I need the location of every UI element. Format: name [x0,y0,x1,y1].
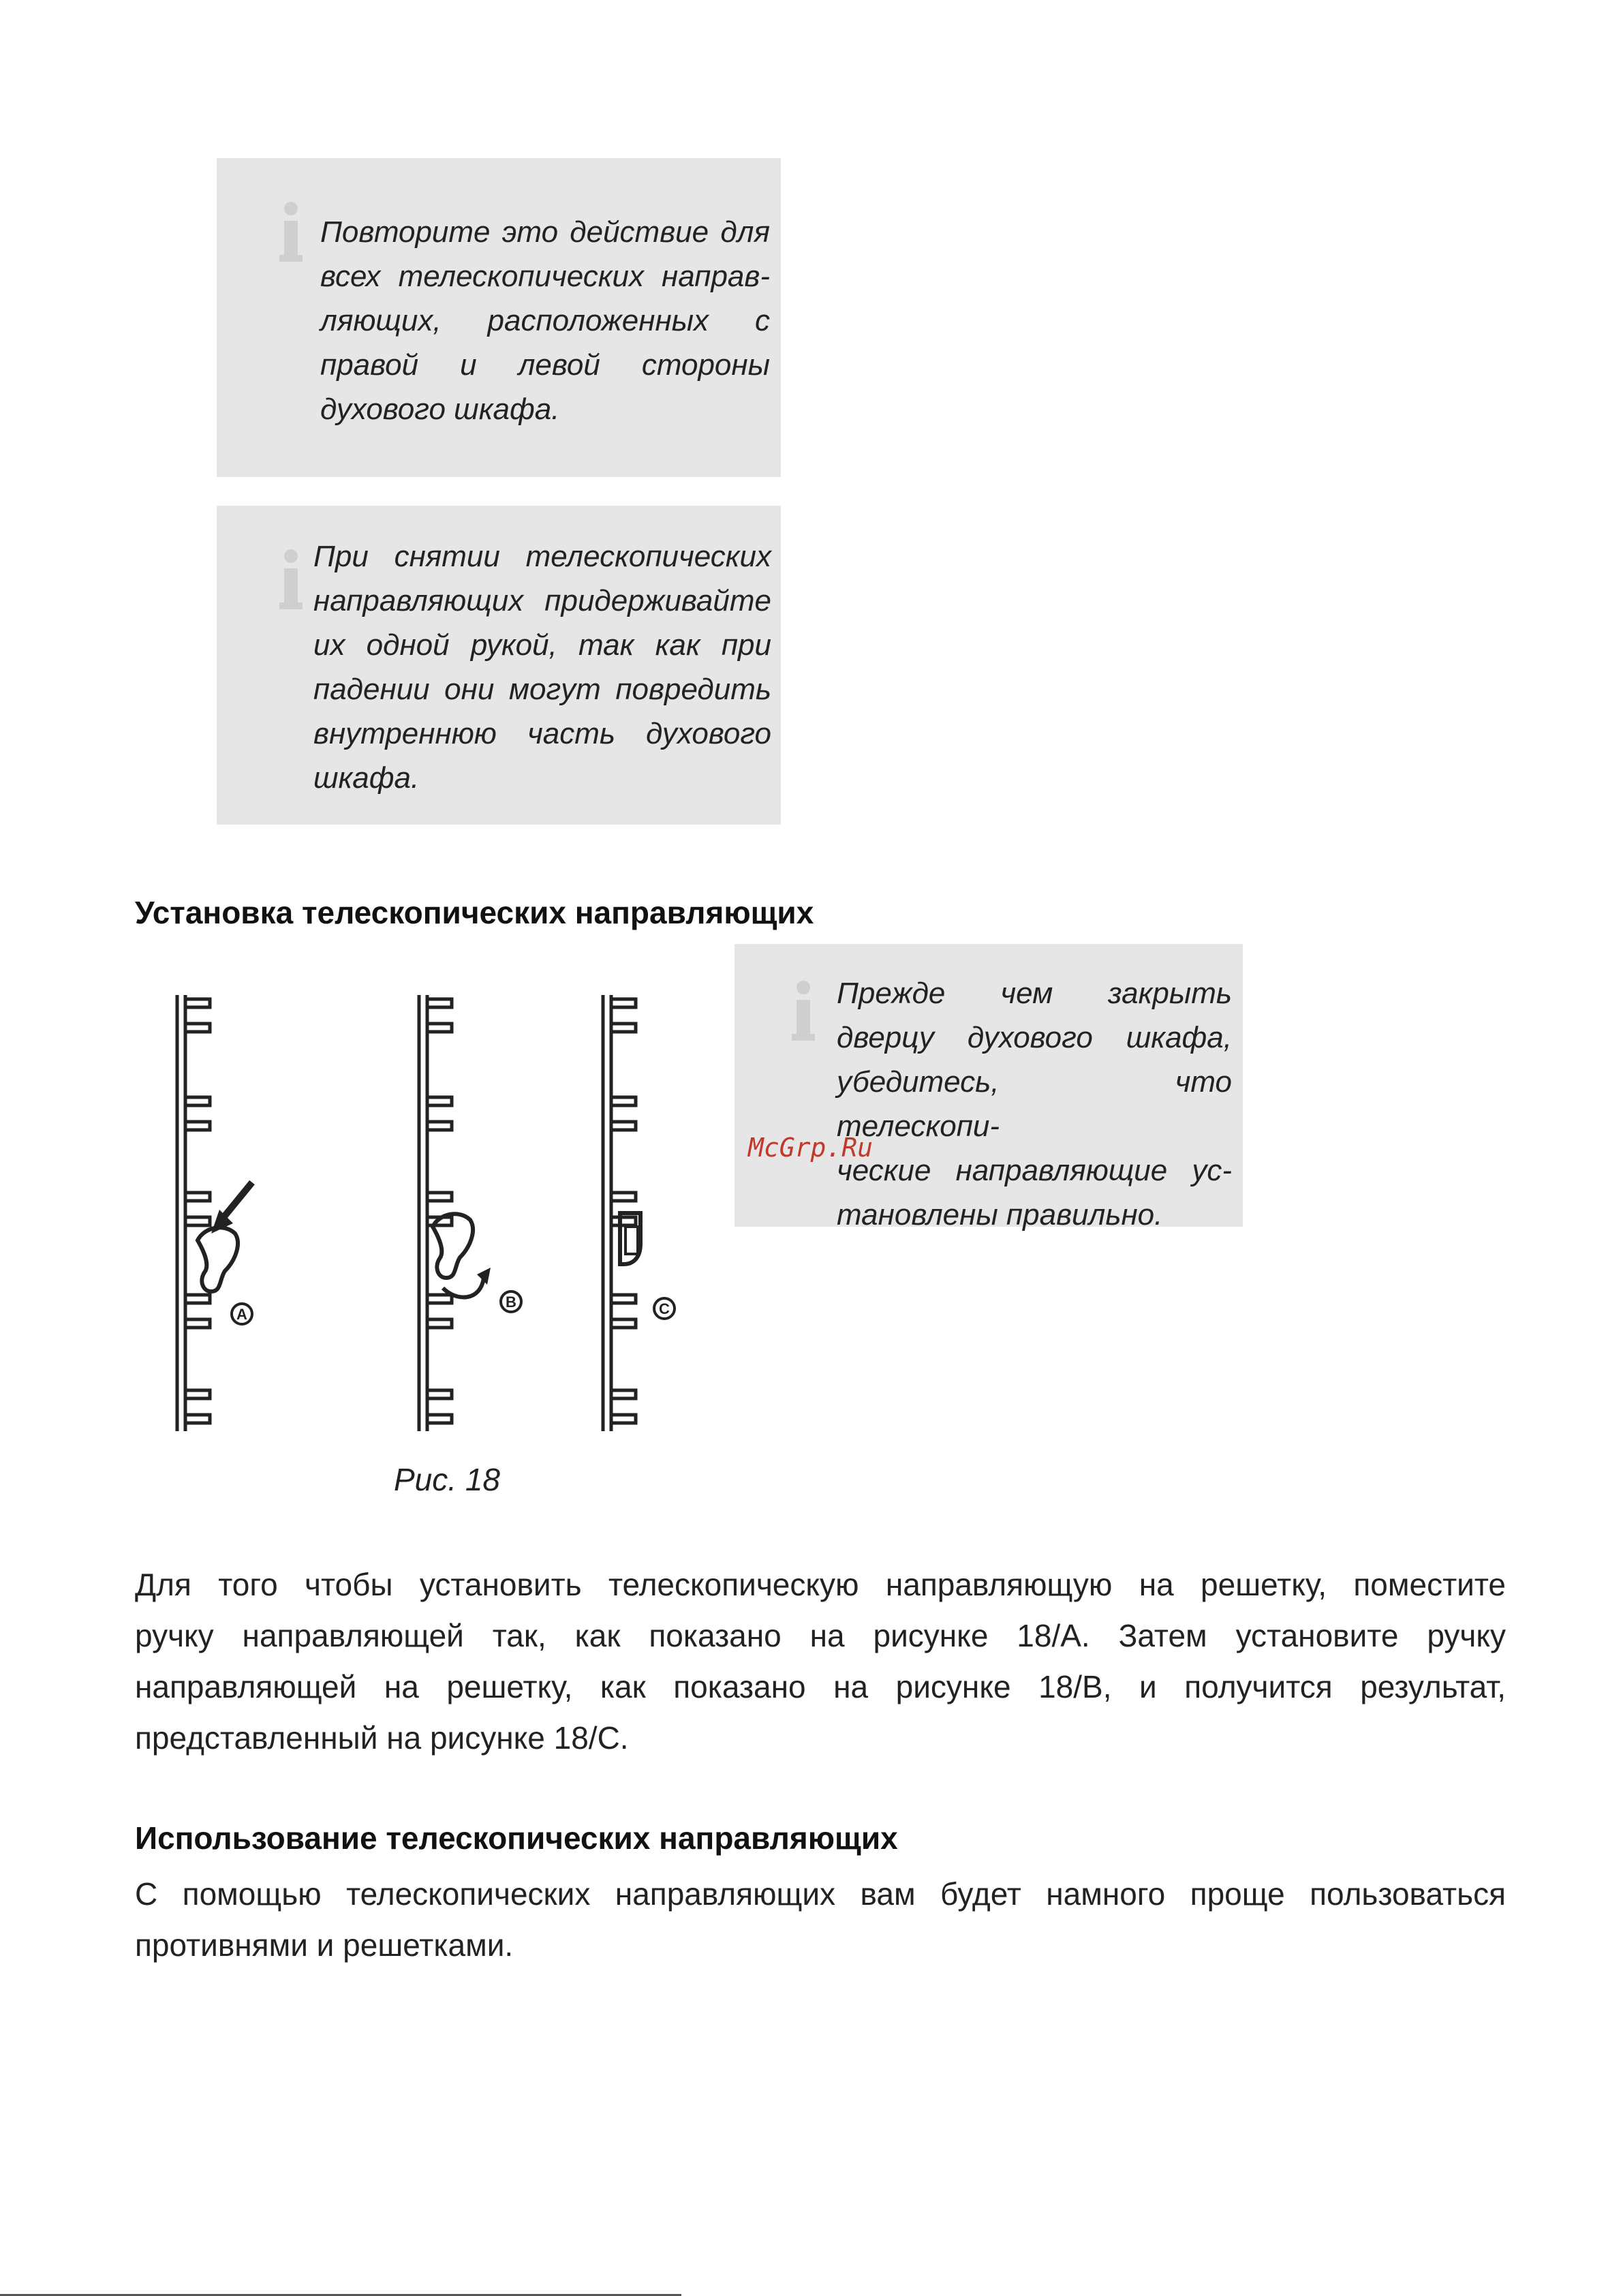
note-text: При снятии телескопических направляющих придерживайте их одной рукой, так как при падении они могут повредить внутреннюю часть духового шкафа. [313,540,771,795]
figure-label-b: B [506,1294,516,1311]
info-note-2 [217,506,781,825]
rail-c [603,995,675,1431]
watermark: McGrp.Ru [748,1133,874,1163]
install-paragraph: Для того чтобы установить телескопическую направляющую на решетку, поместите ручку направляющей так, как показано на рисунке 18/А. Затем установите ручку направляющей на решетку, как показано на рисунке 18/В, и получится результат, представленный на рисунке 18/С. [135,1567,1506,1756]
info-note-1 [217,158,781,477]
info-icon [274,548,308,613]
note-text: Повторите это действие для всех телескопических направ- ляющих, расположенных с правой и левой стороны духового шкафа. [320,215,770,426]
rail-a [177,995,252,1431]
section-title-install: Установка телескопических направляющих [135,895,814,930]
use-paragraph: С помощью телескопических направляющих вам будет намного проще пользоваться противнями и решетками. [135,1876,1506,1963]
info-icon [786,979,820,1044]
info-icon [274,200,308,265]
figure-label-c: C [659,1300,670,1317]
note-text: Прежде чем закрыть дверцу духового шкафа, убедитесь, что телескопи- ческие направляющие ус- тановлены правильно. [837,977,1232,1231]
figure-label-a: A [236,1306,247,1323]
section-title-use: Использование телескопических направляющих [135,1820,898,1856]
rail-b [419,995,521,1431]
info-note-3 [735,944,1243,1231]
figure-18 [157,981,702,1445]
figure-caption: Рис. 18 [394,1462,500,1497]
